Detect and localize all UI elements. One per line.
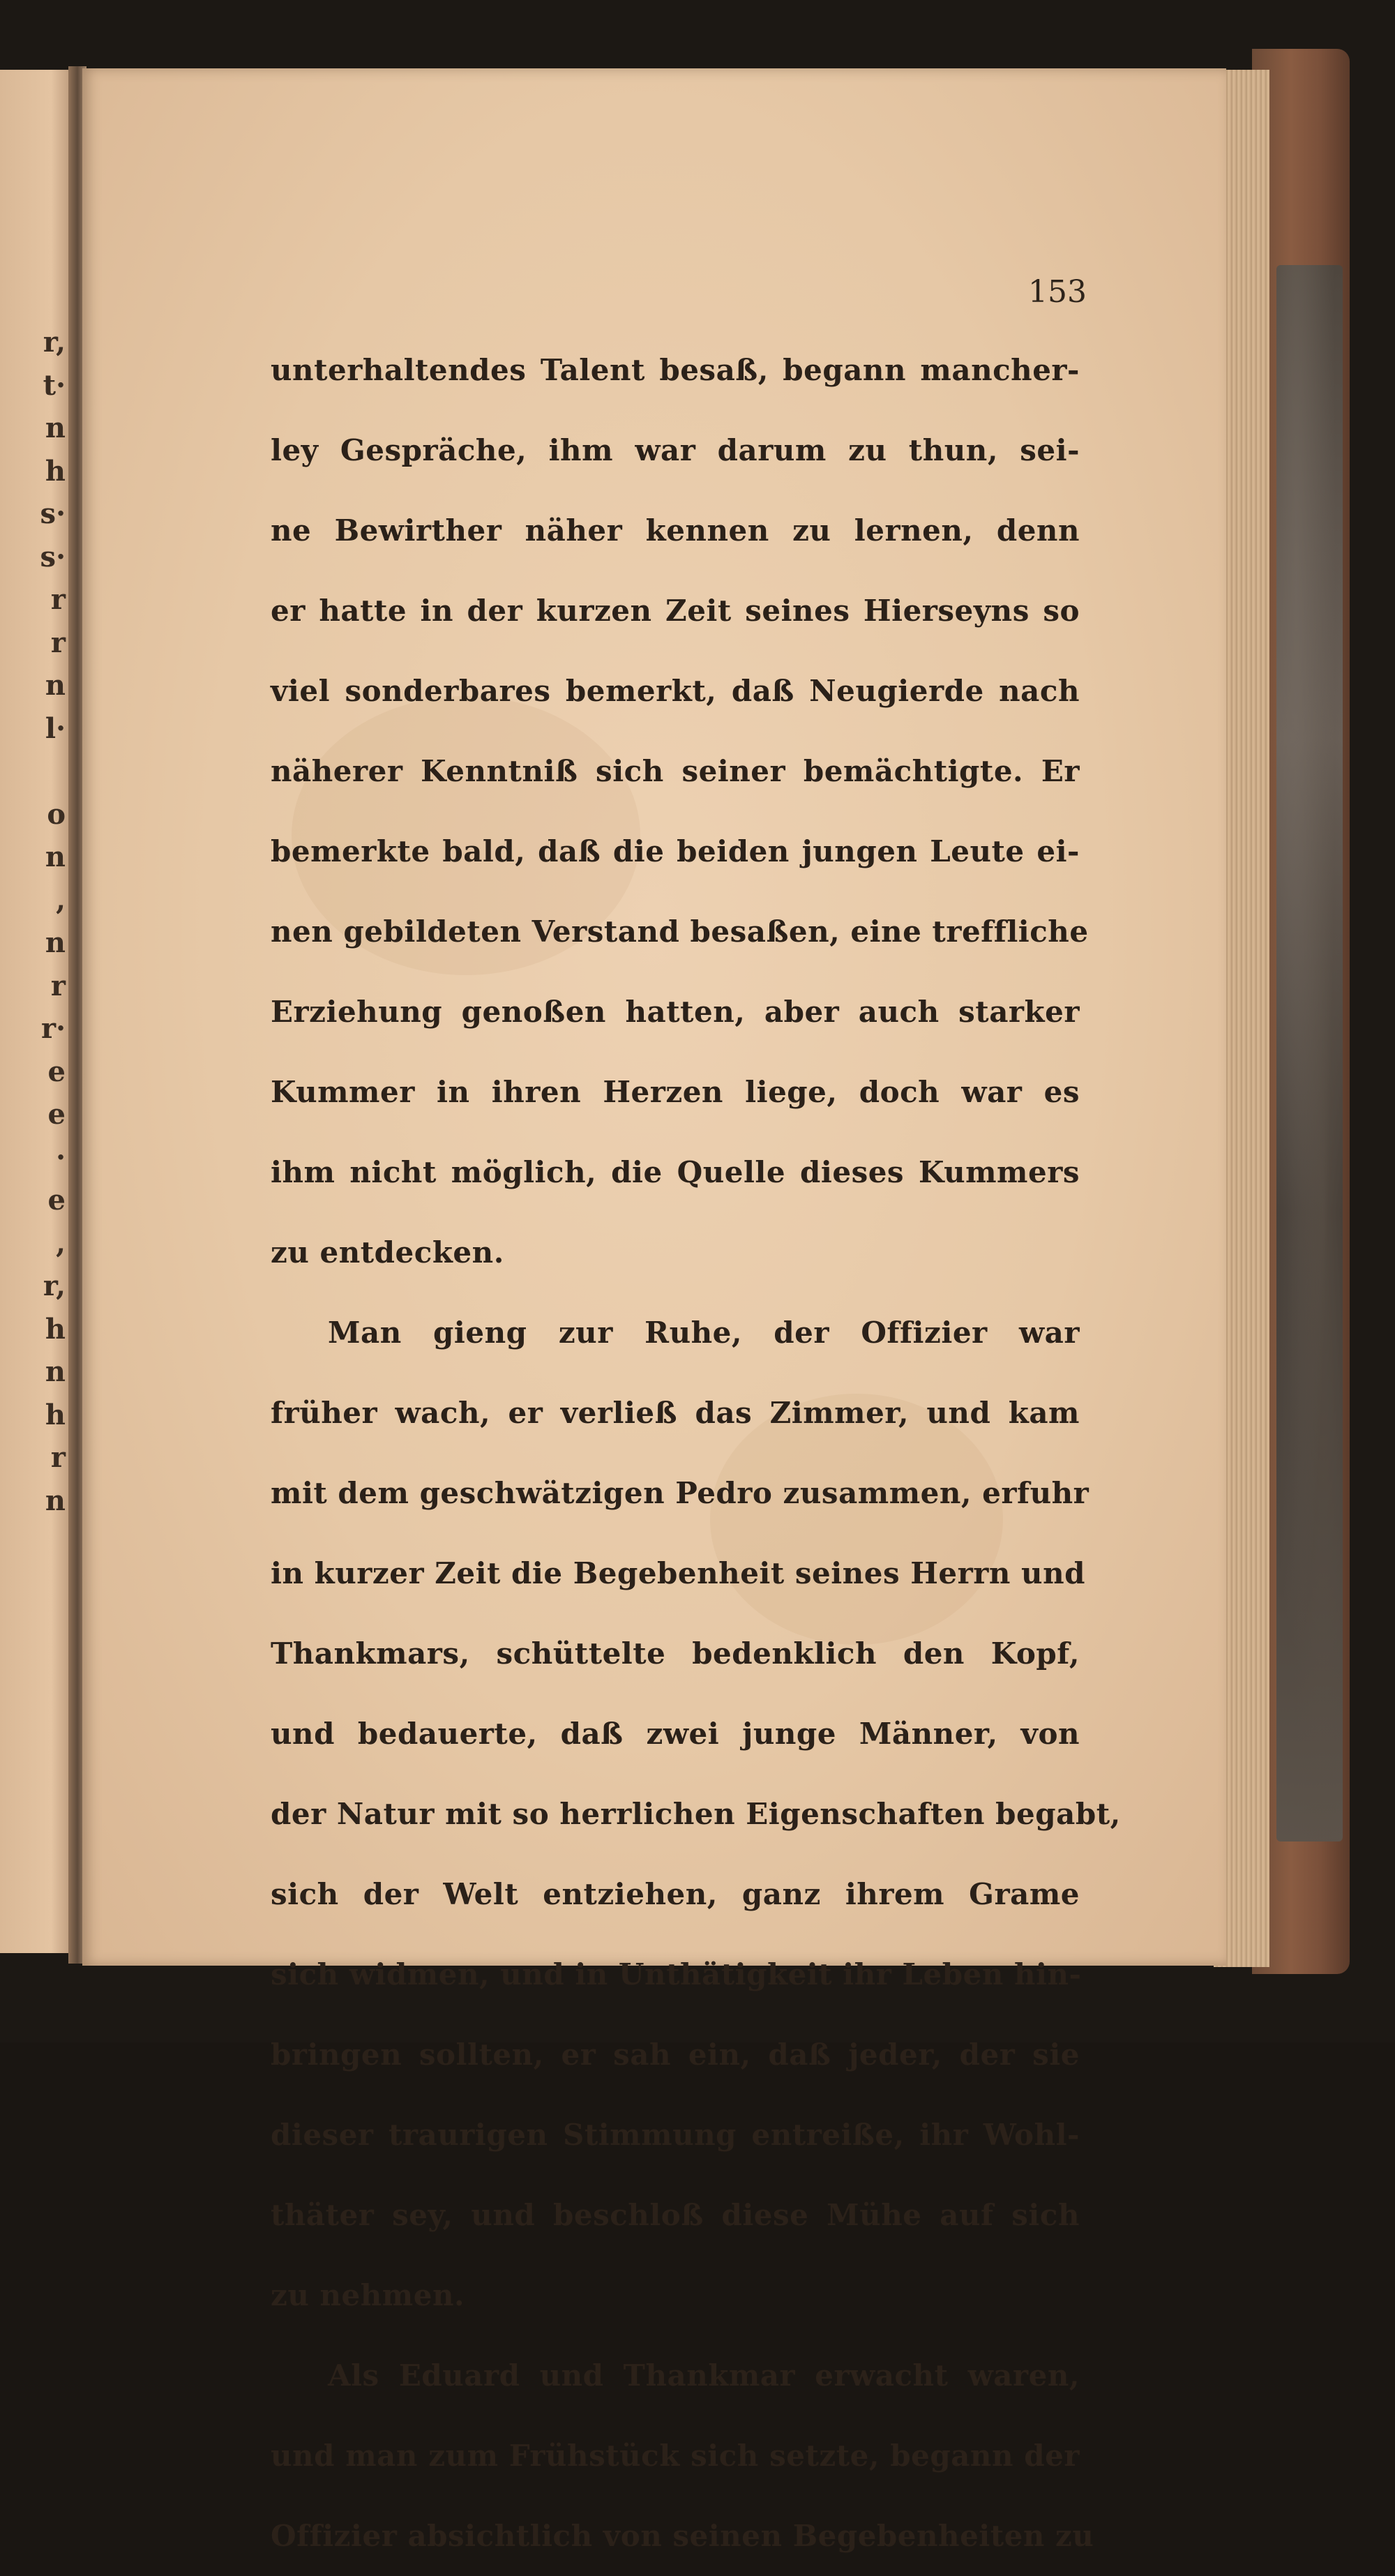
text-line: früher wach, er verließ das Zimmer, und kam bbox=[271, 1396, 1080, 1430]
text-line: sich der Welt entziehen, ganz ihrem Grame bbox=[271, 1877, 1080, 1911]
left-edge-char: t· bbox=[43, 368, 66, 402]
text-line: nen gebildeten Verstand besaßen, eine treffliche bbox=[271, 914, 1089, 949]
left-edge-char: e bbox=[47, 1184, 66, 1217]
left-edge-char: n bbox=[45, 1484, 66, 1517]
left-page-edge-text bbox=[3, 321, 66, 1522]
left-edge-char: r, bbox=[43, 326, 66, 359]
text-line: der Natur mit so herrlichen Eigenschaften begabt, bbox=[271, 1797, 1121, 1831]
left-edge-char: r· bbox=[41, 1012, 66, 1045]
text-line: ne Bewirther näher kennen zu lernen, denn bbox=[271, 513, 1080, 548]
left-page-sliver bbox=[0, 70, 73, 1953]
left-edge-char: e bbox=[47, 1055, 66, 1088]
text-line: mit dem geschwätzigen Pedro zusammen, erfuhr bbox=[271, 1476, 1089, 1510]
text-line: dieser traurigen Stimmung entreiße, ihr Wohl- bbox=[271, 2118, 1080, 2152]
text-line: sich widmen, und in Unthätigkeit ihr Leben hin- bbox=[271, 1957, 1082, 1991]
text-line: Als Eduard und Thankmar erwacht waren, bbox=[328, 2358, 1080, 2393]
body-text bbox=[271, 330, 1121, 2576]
left-edge-char: · bbox=[56, 1140, 66, 1174]
text-line: ihm nicht möglich, die Quelle dieses Kummers bbox=[271, 1155, 1080, 1189]
left-edge-char: e bbox=[47, 1098, 66, 1131]
left-edge-char: s· bbox=[40, 497, 66, 530]
left-edge-char: h bbox=[45, 1398, 66, 1431]
text-line: er hatte in der kurzen Zeit seines Hierseyns so bbox=[271, 594, 1080, 628]
left-edge-char: n bbox=[45, 412, 66, 444]
left-edge-char: o bbox=[47, 797, 66, 831]
book-page bbox=[82, 68, 1226, 2553]
marbled-cover-panel bbox=[1276, 265, 1343, 1841]
left-edge-char: n bbox=[45, 926, 66, 959]
text-line: und bedauerte, daß zwei junge Männer, von bbox=[271, 1717, 1080, 1751]
text-line: thäter sey, und beschloß diese Mühe auf sich bbox=[271, 2198, 1080, 2232]
left-edge-char: , bbox=[56, 883, 66, 917]
text-line: näherer Kenntniß sich seiner bemächtigte. Er bbox=[271, 754, 1080, 788]
left-edge-char: r bbox=[50, 583, 66, 616]
text-line: bringen sollten, er sah ein, daß jeder, der sie bbox=[271, 2038, 1080, 2072]
text-line: bemerkte bald, daß die beiden jungen Leute ei- bbox=[271, 834, 1080, 868]
left-edge-char: n bbox=[45, 669, 66, 702]
text-line: zu nehmen. bbox=[271, 2278, 465, 2312]
left-edge-char: n bbox=[45, 841, 66, 873]
left-edge-char: h bbox=[45, 1312, 66, 1346]
left-edge-char: h bbox=[45, 454, 66, 488]
text-line: Man gieng zur Ruhe, der Offizier war bbox=[328, 1316, 1080, 1350]
page-number: 153 bbox=[1028, 274, 1087, 310]
left-edge-char: r bbox=[50, 626, 66, 659]
left-edge-char: , bbox=[56, 1226, 66, 1260]
text-line: Kummer in ihren Herzen liege, doch war es bbox=[271, 1075, 1080, 1109]
left-edge-char: r bbox=[50, 1441, 66, 1474]
left-edge-char: n bbox=[45, 1355, 66, 1388]
text-line: und man zum Frühstück sich setzte, begann der bbox=[271, 2439, 1080, 2473]
left-edge-char: r, bbox=[43, 1270, 66, 1302]
text-line: unterhaltendes Talent besaß, begann mancher- bbox=[271, 353, 1080, 387]
left-edge-char: l· bbox=[45, 711, 66, 745]
left-edge-char: r bbox=[50, 969, 66, 1002]
text-line: Erziehung genoßen hatten, aber auch starker bbox=[271, 995, 1080, 1029]
text-line: in kurzer Zeit die Begebenheit seines Herrn und bbox=[271, 1556, 1085, 1590]
text-line: Offizier absichtlich von seinen Begebenheiten zu bbox=[271, 2519, 1094, 2553]
text-line: ley Gespräche, ihm war darum zu thun, sei- bbox=[271, 433, 1080, 467]
text-line: Thankmars, schüttelte bedenklich den Kopf, bbox=[271, 1636, 1080, 1671]
left-edge-char bbox=[3, 750, 66, 793]
text-line: zu entdecken. bbox=[271, 1235, 504, 1270]
left-edge-char: s· bbox=[40, 540, 66, 573]
text-line: viel sonderbares bemerkt, daß Neugierde nach bbox=[271, 674, 1080, 708]
